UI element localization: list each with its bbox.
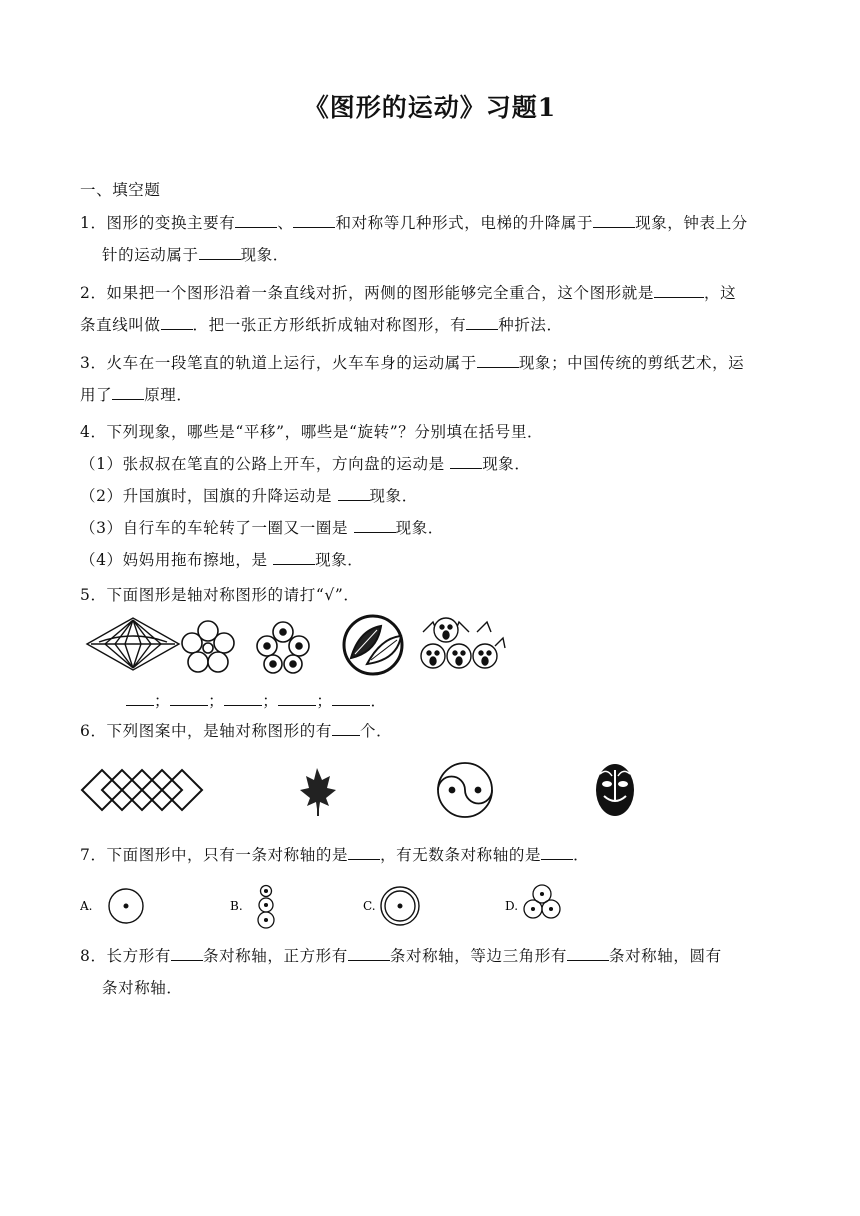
- question-4-item-3: [80, 518, 444, 538]
- q1-text-b: 、: [277, 214, 294, 232]
- question-8-line-2: 条对称轴．: [102, 979, 183, 997]
- q1-blank-4[interactable]: [199, 245, 241, 260]
- question-8-line-1: [80, 946, 722, 966]
- opera-mask-figure: [596, 764, 634, 816]
- q3-text-d: 原理．: [144, 386, 193, 404]
- q5-blank-4[interactable]: [278, 691, 316, 706]
- q1-text-a: 1．图形的变换主要有: [80, 214, 236, 232]
- yin-yang-figure: [438, 763, 492, 817]
- q8-blank-3[interactable]: [567, 946, 609, 961]
- q1-text-c: 和对称等几种形式，电梯的升降属于: [335, 214, 594, 232]
- q7-text-c: ．: [573, 846, 590, 864]
- q7-text-a: 7．下面图形中，只有一条对称轴的是: [80, 846, 349, 864]
- q1-blank-1[interactable]: [235, 213, 277, 228]
- q5-blank-1[interactable]: [126, 691, 154, 706]
- q5-answer-blanks: [126, 691, 387, 711]
- q3-blank-1[interactable]: [477, 353, 519, 368]
- q3-blank-2[interactable]: [112, 385, 144, 400]
- q2-blank-2[interactable]: [161, 315, 193, 330]
- faces-figure: [421, 618, 505, 668]
- q8-blank-2[interactable]: [348, 946, 390, 961]
- question-3-line-2: [80, 385, 193, 405]
- q7-text-b: ，有无数条对称轴的是: [380, 846, 542, 864]
- q4-item-3-suffix: 现象．: [395, 519, 444, 537]
- q8-text-b: 条对称轴，正方形有: [202, 947, 348, 965]
- q5-end: ．: [370, 692, 387, 710]
- q2-text-b: ，这: [703, 284, 737, 302]
- q2-text-e: 种折法．: [498, 316, 563, 334]
- q3-text-c: 用了: [80, 386, 113, 404]
- q2-text-d: ．把一张正方形纸折成轴对称图形，有: [192, 316, 467, 334]
- q4-blank-3[interactable]: [354, 518, 396, 533]
- q1-text-d: 现象，钟表上分: [635, 214, 748, 232]
- q2-blank-3[interactable]: [466, 315, 498, 330]
- q7-blank-2[interactable]: [541, 845, 573, 860]
- q3-text-a: 3．火车在一段笔直的轨道上运行，火车车身的运动属于: [80, 354, 477, 372]
- q7-figures: [80, 880, 570, 930]
- option-d-label: D.: [505, 899, 519, 913]
- q5-figures: [85, 612, 510, 676]
- q5-sep-4: ；: [316, 692, 333, 710]
- q4-item-4-text: （4）妈妈用拖布擦地，是: [80, 551, 274, 569]
- question-1-line-2: [102, 245, 289, 265]
- q6-blank[interactable]: [332, 721, 360, 736]
- q6-text-b: 个．: [359, 722, 393, 740]
- option-d-figure: [524, 885, 560, 918]
- q1-blank-2[interactable]: [293, 213, 335, 228]
- option-a-label: A.: [80, 899, 93, 913]
- question-2-line-1: [80, 283, 736, 303]
- q2-text-c: 条直线叫做: [80, 316, 161, 334]
- q4-blank-2[interactable]: [338, 486, 370, 501]
- q5-blank-2[interactable]: [170, 691, 208, 706]
- option-c-label: C.: [363, 899, 376, 913]
- q1-text-e: 针的运动属于: [102, 246, 199, 264]
- question-4-item-1: [80, 454, 531, 474]
- q4-item-3-text: （3）自行车的车轮转了一圈又一圈是: [80, 519, 354, 537]
- option-a-figure: [109, 889, 143, 923]
- page-title: 《图形的运动》习题1: [303, 93, 557, 122]
- maple-leaf-figure: [300, 768, 336, 816]
- q5-sep-2: ；: [208, 692, 225, 710]
- section-heading: 一、填空题: [80, 181, 161, 199]
- question-5-stem: 5．下面图形是轴对称图形的请打“√”．: [80, 586, 360, 604]
- q4-item-4-suffix: 现象．: [315, 551, 364, 569]
- question-4-item-4: [80, 550, 363, 570]
- option-b-figure: [258, 886, 274, 929]
- question-4-stem: 4．下列现象，哪些是“平移”，哪些是“旋转”？分别填在括号里．: [80, 423, 544, 441]
- q8-text-c: 条对称轴，等边三角形有: [389, 947, 567, 965]
- question-2-line-2: [80, 315, 563, 335]
- question-3-line-1: [80, 353, 744, 373]
- q8-blank-1[interactable]: [171, 946, 203, 961]
- q1-text-f: 现象．: [240, 246, 289, 264]
- question-1-line-1: [80, 213, 748, 233]
- option-b-label: B.: [230, 899, 243, 913]
- q4-item-1-suffix: 现象．: [482, 455, 531, 473]
- q4-item-1-text: （1）张叔叔在笔直的公路上开车，方向盘的运动是: [80, 455, 451, 473]
- question-7-line: [80, 845, 589, 865]
- question-6-line: [80, 721, 392, 741]
- q7-blank-1[interactable]: [348, 845, 380, 860]
- q4-blank-4[interactable]: [273, 550, 315, 565]
- q5-sep-3: ；: [262, 692, 279, 710]
- q4-blank-1[interactable]: [450, 454, 482, 469]
- q3-text-b: 现象；中国传统的剪纸艺术，运: [518, 354, 745, 372]
- q6-text-a: 6．下列图案中，是轴对称图形的有: [80, 722, 332, 740]
- q5-blank-3[interactable]: [224, 691, 262, 706]
- q1-blank-3[interactable]: [593, 213, 635, 228]
- flower-figure: [182, 621, 234, 672]
- q5-blank-5[interactable]: [332, 691, 370, 706]
- leaf-circle-figure: [344, 616, 402, 674]
- q2-text-a: 2．如果把一个图形沿着一条直线对折，两侧的图形能够完全重合，这个图形就是: [80, 284, 654, 302]
- q5-sep-1: ；: [154, 692, 171, 710]
- q8-text-a: 8．长方形有: [80, 947, 171, 965]
- knot-pattern-figure: [82, 770, 202, 810]
- q6-figures: [80, 760, 640, 822]
- fan-pattern-figure: [87, 618, 179, 670]
- option-c-figure: [381, 887, 419, 925]
- question-4-item-2: [80, 486, 418, 506]
- q4-item-2-suffix: 现象．: [369, 487, 418, 505]
- q2-blank-1[interactable]: [654, 283, 704, 298]
- circle-cluster-figure: [257, 622, 309, 673]
- q4-item-2-text: （2）升国旗时，国旗的升降运动是: [80, 487, 338, 505]
- q8-text-d: 条对称轴，圆有: [608, 947, 722, 965]
